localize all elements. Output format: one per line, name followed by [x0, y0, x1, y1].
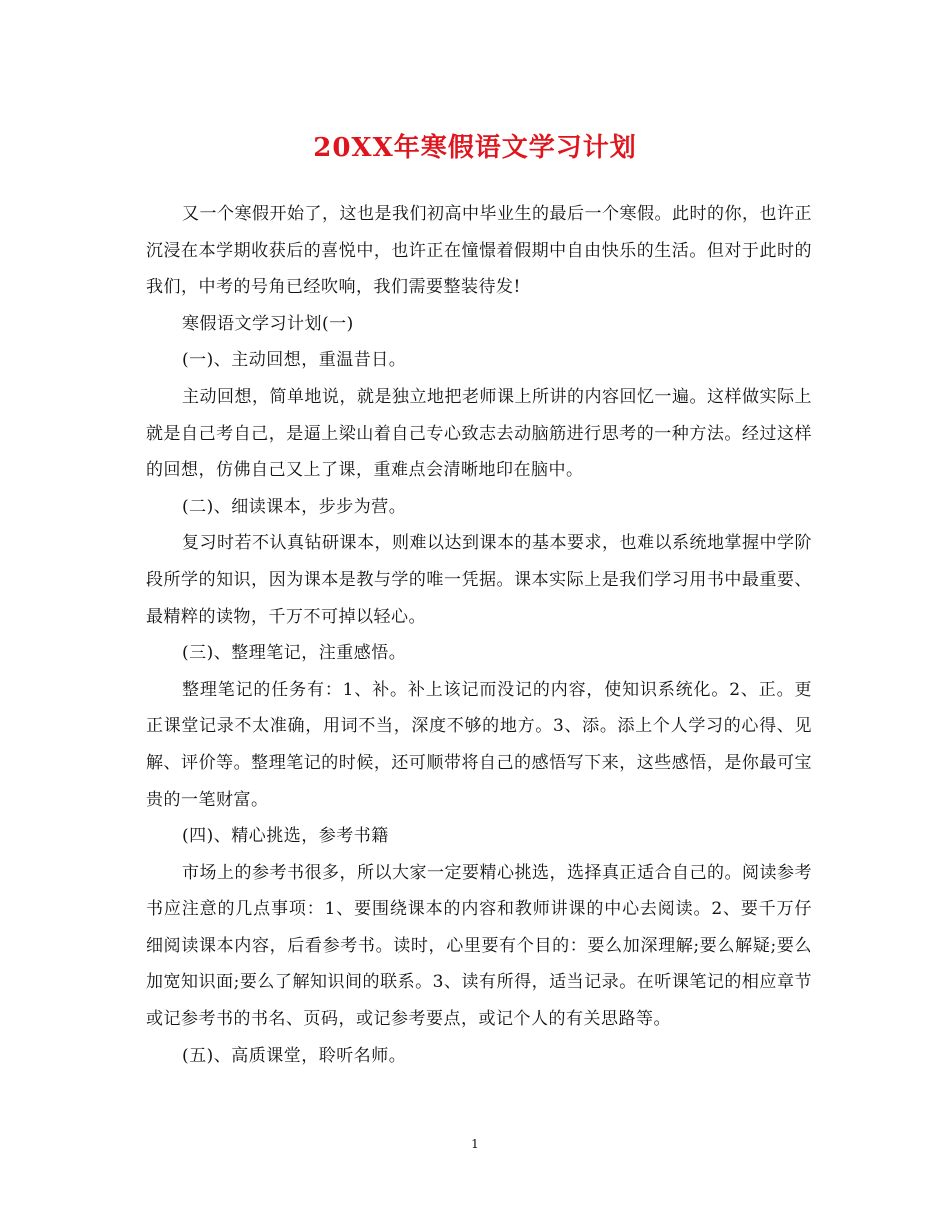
section-heading-3: (三)、整理笔记，注重感悟。 [182, 643, 407, 664]
section-body-3: 整理笔记的任务有：1、补。补上该记而没记的内容，使知识系统化。2、正。更正课堂记录不太准确，用词不当，深度不够的地方。3、添。添上个人学习的心得、见解、评价等。整理笔记的时候，还可顺带将自己的感悟写下来，这些感悟，是你最可宝贵的一笔财富。 [146, 679, 812, 810]
section-heading-2: (二)、细读课本，步步为营。 [182, 496, 407, 517]
document-body [146, 196, 812, 1074]
section-heading-1: (一)、主动回想，重温昔日。 [182, 350, 407, 371]
intro-paragraph: 又一个寒假开始了，这也是我们初高中毕业生的最后一个寒假。此时的你，也许正沉浸在本学期收获后的喜悦中，也许正在憧憬着假期中自由快乐的生活。但对于此时的我们，中考的号角已经吹响，我们需要整装待发! [146, 204, 812, 298]
section-body-1: 主动回想，简单地说，就是独立地把老师课上所讲的内容回忆一遍。这样做实际上就是自己考自己，是逼上梁山着自己专心致志去动脑筋进行思考的一种方法。经过这样的回想，仿佛自己又上了课，重难点会清晰地印在脑中。 [146, 386, 812, 481]
section-body-4: 市场上的参考书很多，所以大家一定要精心挑选，选择真正适合自己的。阅读参考书应注意的几点事项：1、要围绕课本的内容和教师讲课的中心去阅读。2、要千万仔细阅读课本内容，后看参考书。读时，心里要有个目的：要么加深理解;要么解疑;要么加宽知识面;要么了解知识间的联系。3、读有所得，适当记录。在听课笔记的相应章节或记参考书的书名、页码，或记参考要点，或记个人的有关思路等。 [146, 862, 812, 1030]
section-heading-5: (五)、高质课堂，聆听名师。 [182, 1045, 407, 1066]
section-heading-4: (四)、精心挑选，参考书籍 [182, 826, 389, 847]
plan-heading: 寒假语文学习计划(一) [182, 313, 354, 334]
page-number: 1 [471, 1137, 479, 1151]
section-body-2: 复习时若不认真钻研课本，则难以达到课本的基本要求，也难以系统地掌握中学阶段所学的知识，因为课本是教与学的唯一凭据。课本实际上是我们学习用书中最重要、最精粹的读物，千万不可掉以轻心。 [146, 533, 812, 627]
document-title: 20XX年寒假语文学习计划 [313, 133, 637, 163]
